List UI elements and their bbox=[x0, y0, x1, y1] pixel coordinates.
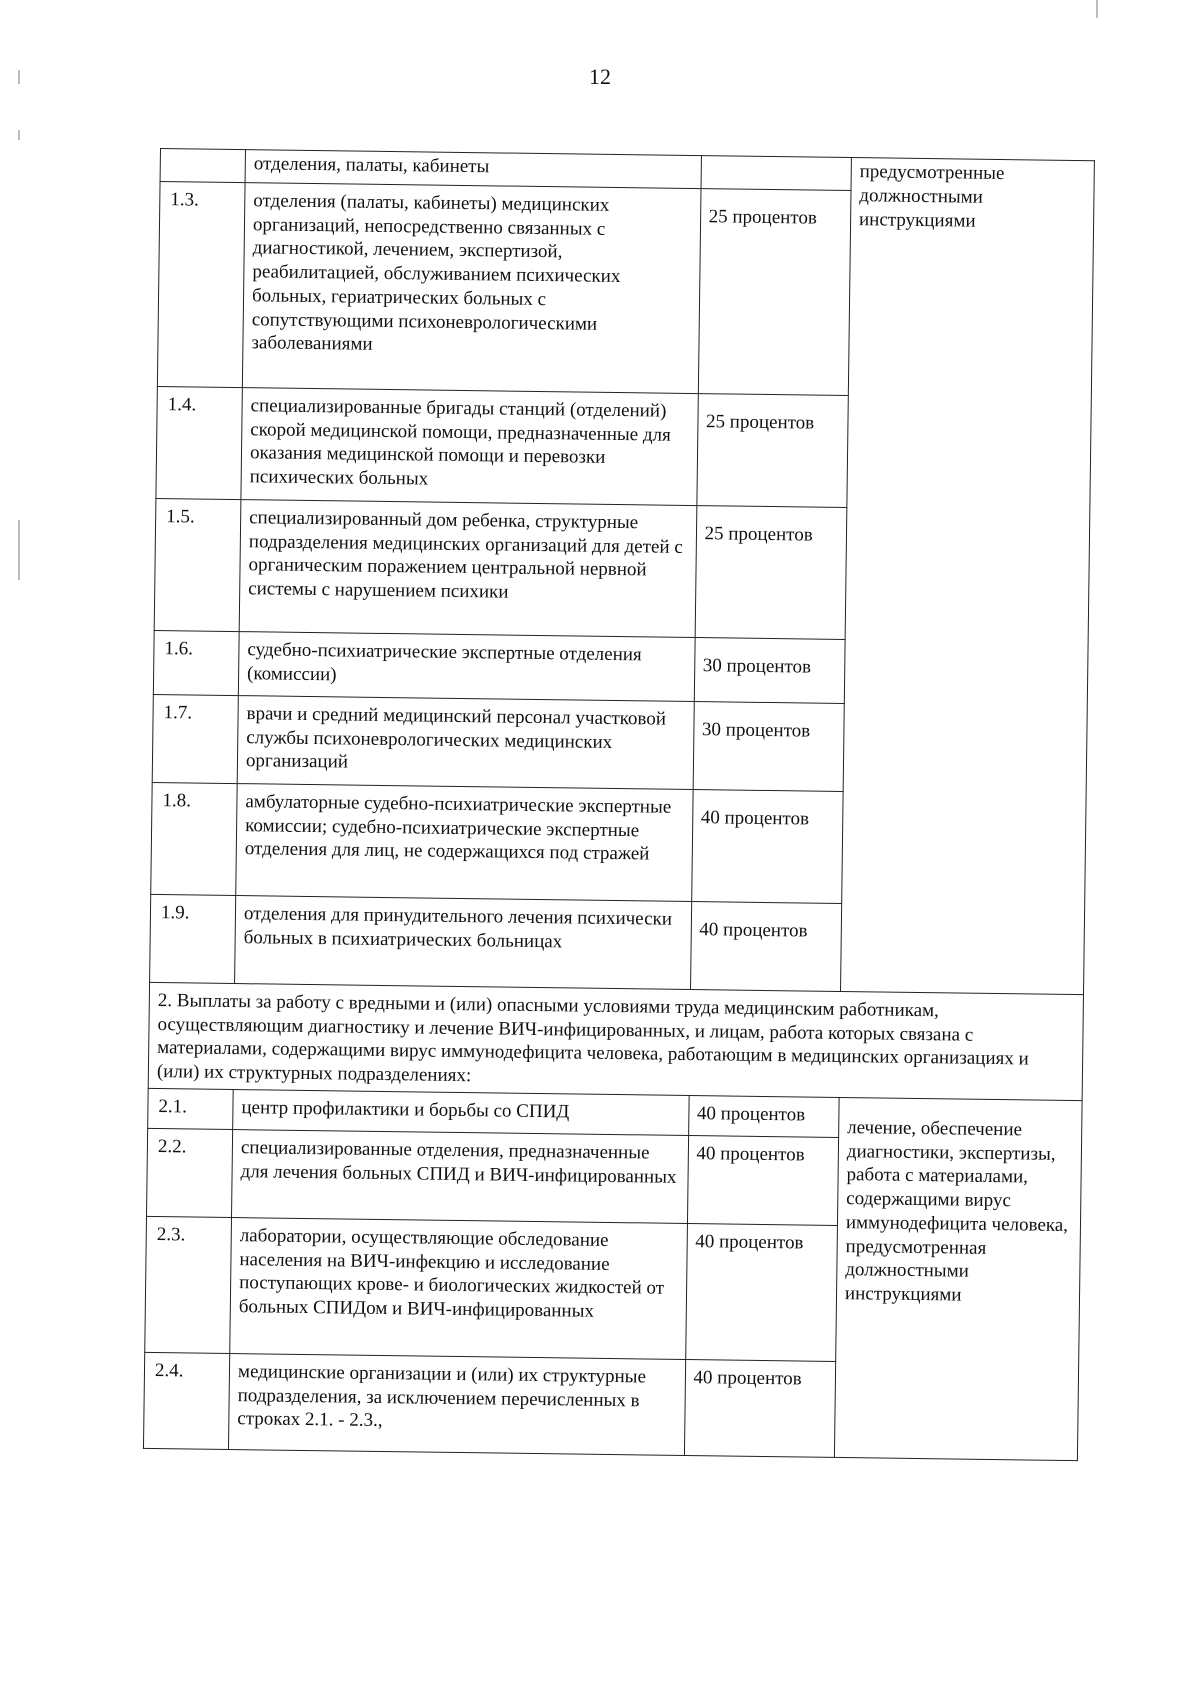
section1-note-cell: предусмотренные должностными инструкциями bbox=[840, 158, 1094, 995]
row-amount: 30 процентов bbox=[694, 637, 845, 703]
row-amount: 40 процентов bbox=[690, 901, 842, 991]
scan-artifact-top bbox=[1096, 0, 1098, 18]
row-description: амбулаторные судебно-психиатрические экспертные комиссии; судебно-психиатрические экспертные отделения для лиц, не содержащихся под стражей bbox=[236, 783, 693, 901]
section-header-row bbox=[148, 982, 1083, 1100]
page-number: 12 bbox=[589, 64, 611, 89]
row-description: медицинские организации и (или) их структурные подразделения, за исключением перечисленных в строках 2.1. - 2.3., bbox=[228, 1353, 685, 1455]
row-description: врачи и средний медицинский персонал участковой службы психоневрологических медицинских организаций bbox=[237, 695, 694, 789]
row-amount: 40 процентов bbox=[687, 1135, 839, 1225]
row-number: 1.7. bbox=[152, 694, 238, 783]
row-description: специализированный дом ребенка, структурные подразделения медицинских организаций для детей с органическим поражением центральной нервной системы с нарушением психики bbox=[239, 499, 696, 637]
scan-artifact-left bbox=[18, 520, 20, 580]
row-amount: 40 процентов bbox=[688, 1095, 839, 1137]
row-number: 1.6. bbox=[153, 630, 239, 695]
section2-header: 2. Выплаты за работу с вредными и (или) опасными условиями труда медицинским работникам, осуществляющим диагностику и лечение ВИЧ-инфицированных, и лицам, работа которых связана с материалами, содержащими вирус иммунодефицита человека, работающим в медицинских организациях и (или) их структурных подразделениях: bbox=[148, 982, 1083, 1100]
row-number: 2.1. bbox=[148, 1088, 234, 1129]
row-number: 1.4. bbox=[156, 386, 242, 499]
row-amount: 25 процентов bbox=[695, 505, 847, 639]
amount-cell bbox=[701, 156, 852, 191]
row-description: центр профилактики и борьбы со СПИД bbox=[233, 1089, 689, 1135]
desc-cell: отделения, палаты, кабинеты bbox=[245, 150, 701, 189]
row-amount: 40 процентов bbox=[691, 789, 843, 903]
row-description: судебно-психиатрические экспертные отделения (комиссии) bbox=[238, 631, 694, 701]
row-description: специализированные бригады станций (отделений) скорой медицинской помощи, предназначенные для оказания медицинской помощи и перевозки психических больных bbox=[241, 387, 698, 505]
scan-artifact-left-3 bbox=[18, 130, 20, 140]
row-number: 1.5. bbox=[154, 498, 241, 631]
row-description: отделения (палаты, кабинеты) медицинских организаций, непосредственно связанных с диагностикой, лечением, экспертизой, реабилитацией, обслуживанием психических больных, гериатрических больных с сопутствующими психоневрологическими заболеваниями bbox=[242, 182, 700, 393]
row-number: 2.4. bbox=[143, 1352, 229, 1449]
section2-note-cell: лечение, обеспечение диагностики, экспертизы, работа с материалами, содержащими вирус иммунодефицита человека, предусмотренная должностными инструкциями bbox=[834, 1097, 1082, 1460]
row-amount: 40 процентов bbox=[685, 1223, 837, 1361]
num-cell bbox=[160, 149, 245, 183]
row-description: лаборатории, осуществляющие обследование населения на ВИЧ-инфекцию и исследование поступающих крове- и биологических жидкостей от больных СПИДом и ВИЧ-инфицированных bbox=[230, 1217, 687, 1359]
row-number: 1.8. bbox=[151, 782, 237, 895]
row-number: 2.3. bbox=[145, 1216, 232, 1353]
row-amount: 30 процентов bbox=[693, 701, 845, 791]
row-amount: 25 процентов bbox=[698, 188, 851, 395]
row-description: специализированные отделения, предназначенные для лечения больных СПИД и ВИЧ-инфицированных bbox=[232, 1129, 689, 1223]
row-number: 1.3. bbox=[157, 181, 245, 387]
row-amount: 40 процентов bbox=[684, 1359, 836, 1457]
row-description: отделения для принудительного лечения психически больных в психиатрических больницах bbox=[235, 895, 692, 989]
row-number: 1.9. bbox=[150, 894, 236, 983]
allowance-table bbox=[143, 148, 1095, 1461]
row-number: 2.2. bbox=[147, 1128, 233, 1217]
row-amount: 25 процентов bbox=[696, 393, 848, 507]
